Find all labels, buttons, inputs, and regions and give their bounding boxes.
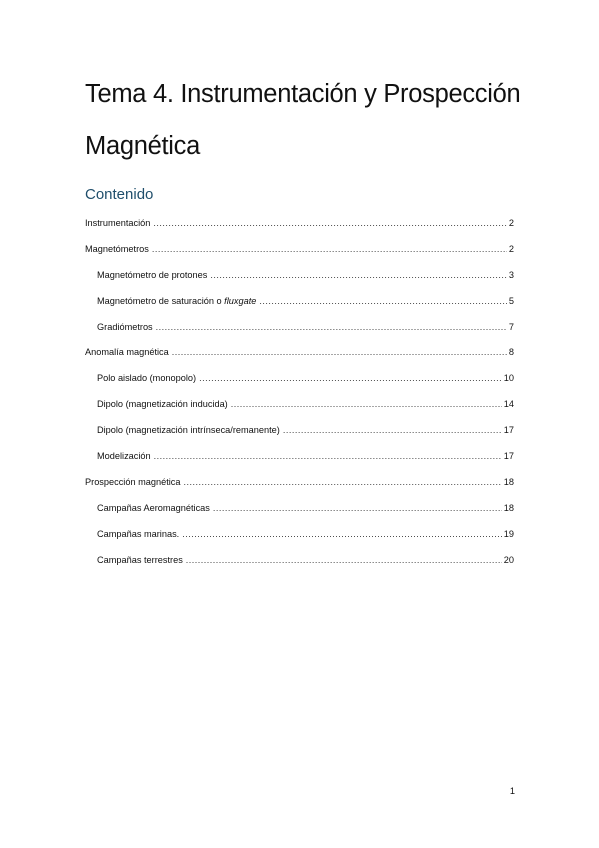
toc-entry-dipolo-inducida[interactable] [85,395,514,421]
toc-entry-page: 17 [503,425,514,436]
toc-dot-leader [259,292,507,310]
toc-entry-label-text: Magnetómetro de saturación o [97,295,225,306]
toc-dot-leader [184,473,502,491]
toc-dot-leader [152,240,507,258]
toc-entry-label: Magnetómetro de protones [97,269,208,280]
toc-entry-page: 5 [508,295,514,306]
toc-entry-magnetometros[interactable] [85,240,514,266]
document-title: Tema 4. Instrumentación y Prospección Magnética [85,80,521,160]
toc-entry-page: 2 [508,218,514,228]
page-number: 1 [509,786,515,796]
toc-dot-leader [154,447,502,465]
toc-entry-anomalia-magnetica[interactable] [85,343,514,369]
toc-entry-page: 10 [503,373,514,384]
toc-entry-label: Modelización [97,451,151,462]
toc-entry-magnetometro-saturacion[interactable] [85,292,514,318]
toc-entry-prospeccion-magnetica[interactable] [85,473,514,499]
toc-entry-label: Prospección magnética [85,476,181,487]
toc-entry-campanas-aeromagneticas[interactable] [85,499,514,525]
toc-dot-leader [156,318,507,336]
toc-dot-leader [199,369,502,387]
toc-entry-page: 2 [508,243,514,254]
toc-dot-leader [283,421,502,439]
toc-entry-label: Gradiómetros [97,321,153,332]
toc-dot-leader [172,343,507,361]
toc-heading: Contenido [85,186,154,203]
toc-dot-leader [210,266,507,284]
toc-entry-modelizacion[interactable] [85,447,514,473]
toc-entry-label: Polo aislado (monopolo) [97,373,197,384]
toc-entry-page: 17 [503,451,514,462]
toc-dot-leader [182,525,502,543]
toc-entry-instrumentacion[interactable] [85,214,514,240]
toc-dot-leader [153,214,507,232]
toc-entry-page: 3 [508,269,514,280]
toc-entry-page: 14 [503,399,514,410]
toc-dot-leader [231,395,502,413]
toc-entry-label: Dipolo (magnetización inducida) [97,399,228,410]
toc-entry-label: Instrumentación [85,218,151,228]
toc-entry-dipolo-remanente[interactable] [85,421,514,447]
toc-entry-magnetometro-protones[interactable] [85,266,514,292]
toc-entry-label: Anomalía magnética [85,347,169,358]
toc-entry-label: Magnetómetros [85,243,149,254]
toc-dot-leader [213,499,502,517]
toc-entry-page: 18 [503,502,514,513]
toc-entry-page: 8 [508,347,514,358]
table-of-contents [85,214,514,576]
toc-entry-label: Campañas terrestres [97,554,183,565]
toc-entry-label [97,292,256,310]
toc-entry-page: 7 [508,321,514,332]
toc-entry-page: 18 [503,476,514,487]
toc-entry-campanas-terrestres[interactable] [85,551,514,577]
toc-entry-page: 19 [503,528,514,539]
toc-entry-polo-aislado[interactable] [85,369,514,395]
toc-entry-gradiometros[interactable] [85,318,514,344]
toc-entry-label: Campañas Aeromagnéticas [97,502,210,513]
toc-entry-label: Dipolo (magnetización intrínseca/remanente) [97,425,280,436]
toc-entry-page: 20 [503,554,514,565]
toc-entry-campanas-marinas[interactable] [85,525,514,551]
toc-entry-label: Campañas marinas. [97,528,180,539]
toc-entry-label-italic: fluxgate [224,295,257,306]
toc-dot-leader [186,551,502,569]
